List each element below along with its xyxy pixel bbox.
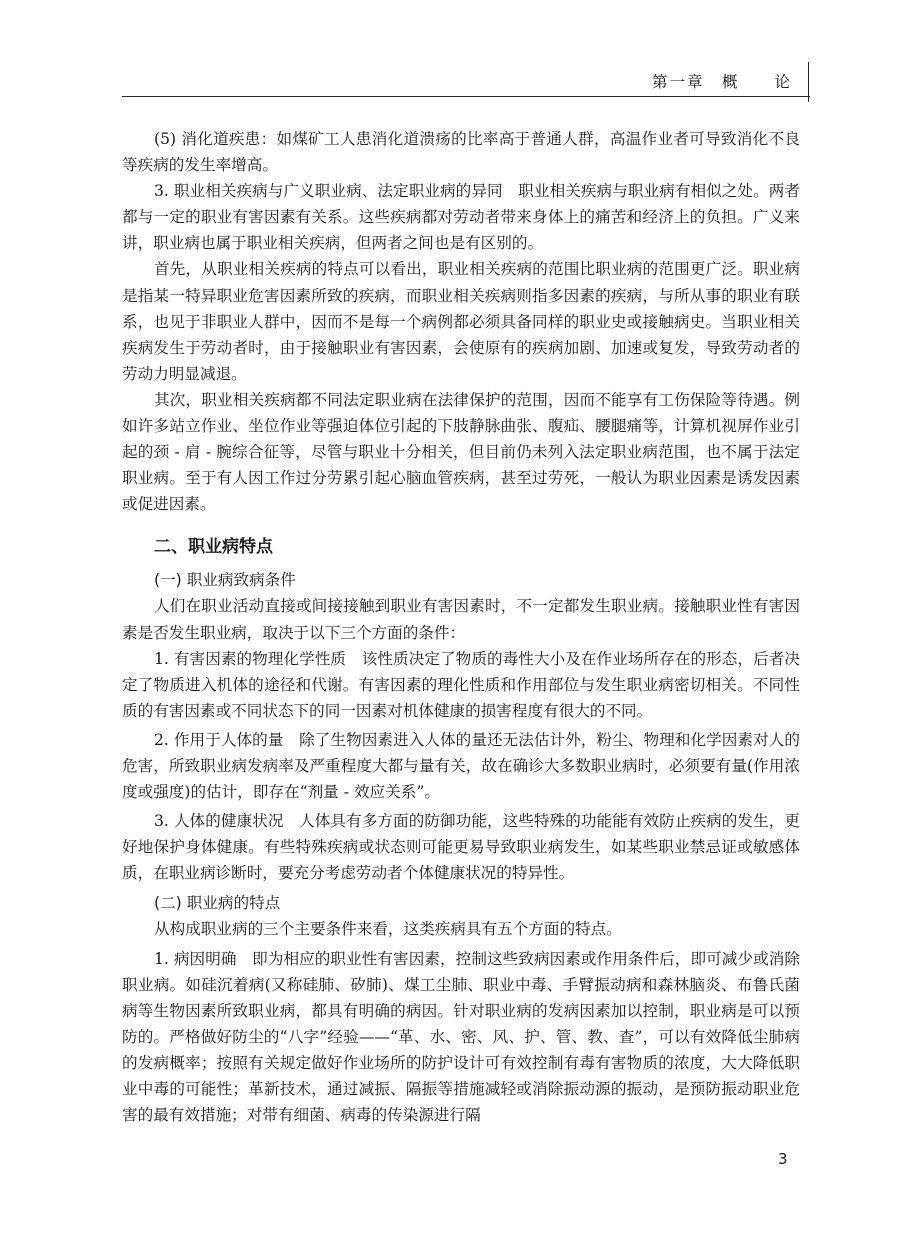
- paragraph: 3. 职业相关疾病与广义职业病、法定职业病的异同 职业相关疾病与职业病有相似之处。两者都与一定的职业有害因素有关系。这些疾病都对劳动者带来身体上的痛苦和经济上的负担。广义来讲，职业病也属于职业相关疾病，但两者之间也是有区别的。: [122, 182, 800, 253]
- chapter-title: 第一章 概 论: [651, 73, 792, 91]
- paragraph: 2. 作用于人体的量 除了生物因素进入人体的量还无法估计外，粉尘、物理和化学因素对人的危害，所致职业病发病率及严重程度大都与量有关，故在确诊大多数职业病时，必须要有量(作用浓度或强度)的估计，即存在“剂量 - 效应关系”。: [122, 730, 800, 802]
- paragraph: 首先，从职业相关疾病的特点可以看出，职业相关疾病的范围比职业病的范围更广泛。职业病是指某一特异职业危害因素所致的疾病，而职业相关疾病则指多因素的疾病，与所从事的职业有联系，也见于非职业人群中，因而不是每一个病例都必须具备同样的职业史或接触病史。当职业相关疾病发生于劳动者时，由于接触职业有害因素，会使原有的疾病加剧、加速或复发，导致劳动者的劳动力明显减退。: [122, 260, 800, 383]
- paragraph: 从构成职业病的三个主要条件来看，这类疾病具有五个方面的特点。: [154, 920, 622, 939]
- paragraph: 其次，职业相关疾病都不同法定职业病在法律保护的范围，因而不能享有工伤保险等待遇。例如许多站立作业、坐位作业等强迫体位引起的下肢静脉曲张、腹疝、腰腿痛等，计算机视屏作业引起的颈 - 肩 - 腕综合征等，尽管与职业十分相关，但目前仍未列入法定职业病范围，也不属于法定职业病。至于有人因工作过分劳累引起心脑血管疾病，甚至过劳死，一般认为职业因素是诱发因素或促进因素。: [122, 390, 800, 514]
- paragraph: 1. 有害因素的物理化学性质 该性质决定了物质的毒性大小及在作业场所存在的形态，后者决定了物质进入机体的途径和代谢。有害因素的理化性质和作用部位与发生职业病密切相关。不同性质的有害因素或不同状态下的同一因素对机体健康的损害程度有很大的不同。: [122, 649, 800, 720]
- page-body: [122, 126, 800, 1128]
- subsection-heading: (一) 职业病致病条件: [154, 571, 296, 590]
- paragraph: 人们在职业活动直接或间接接触到职业有害因素时，不一定都发生职业病。接触职业性有害因素是否发生职业病，取决于以下三个方面的条件：: [122, 597, 800, 642]
- paragraph: 3. 人体的健康状况 人体具有多方面的防御功能，这些特殊的功能能有效防止疾病的发生，更好地保护身体健康。有些特殊疾病或状态则可能更易导致职业病发生，如某些职业禁忌证或敏感体质，在职业病诊断时，要充分考虑劳动者个体健康状况的特异性。: [122, 812, 800, 883]
- subsection-heading: (二) 职业病的特点: [154, 894, 281, 913]
- page-number: 3: [778, 1150, 788, 1168]
- paragraph: 1. 病因明确 即为相应的职业性有害因素，控制这些致病因素或作用条件后，即可减少或消除职业病。如硅沉着病(又称硅肺、矽肺)、煤工尘肺、职业中毒、手臂振动病和森林脑炎、布鲁氏菌病等生物因素所致职业病，都具有明确的病因。针对职业病的发病因素加以控制，职业病是可以预防的。严格做好防尘的“八字”经验——“革、水、密、风、护、管、教、查”，可以有效降低尘肺病的发病概率；按照有关规定做好作业场所的防护设计可有效控制有毒有害物质的浓度，大大降低职业中毒的可能性；革新技术，通过减振、隔振等措施减轻或消除振动源的振动，是预防振动职业危害的最有效措施；对带有细菌、病毒的传染源进行隔: [122, 949, 800, 1125]
- header-vertical-rule: [808, 62, 809, 102]
- running-header: [122, 62, 810, 97]
- paragraph: (5) 消化道疾患：如煤矿工人患消化道溃疡的比率高于普通人群，高温作业者可导致消化不良等疾病的发生率增高。: [122, 130, 800, 175]
- section-heading: 二、职业病特点: [154, 537, 273, 558]
